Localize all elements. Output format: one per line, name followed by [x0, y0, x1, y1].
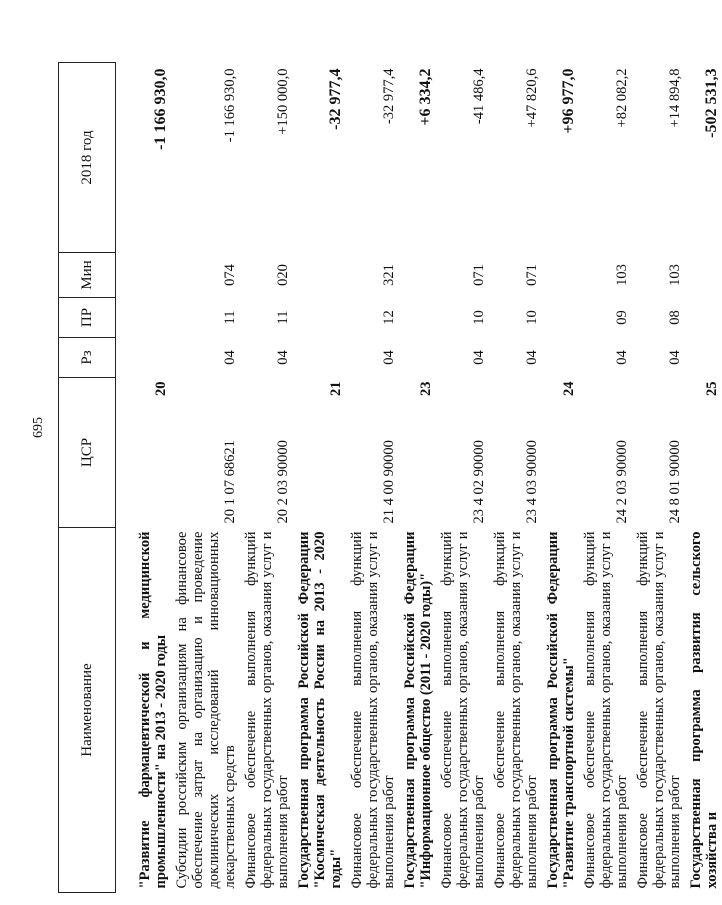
row-csr: 20 2 03 90000 [275, 440, 291, 524]
row-amount: -32 977,4 [327, 68, 344, 130]
program-row [542, 63, 579, 893]
row-min [685, 253, 722, 298]
row-amount: -41 486,4 [471, 68, 487, 125]
budget-table [58, 62, 722, 893]
row-pr: 11 [275, 310, 291, 325]
row-amount: +6 334,2 [417, 68, 434, 126]
table-row [489, 63, 542, 893]
row-min: 071 [471, 264, 487, 286]
row-amount: +96 977,0 [560, 68, 577, 134]
row-amount: +14 894,8 [667, 68, 683, 128]
row-pr: 08 [667, 310, 683, 325]
row-min: 321 [381, 264, 397, 286]
row-name: Государственная программа развития сельского хозяйства и [688, 531, 720, 889]
row-name: Субсидии российским организациям на финансовое обеспечение затрат на организацию и проведение доклинических исследований инновационных лекарственных средств [174, 531, 238, 889]
header-pr: ПР [59, 298, 116, 338]
table-row [171, 63, 240, 893]
row-name: Финансовое обеспечение выполнения функций федеральных государственных органов, оказания услуг и выполнения работ [243, 531, 291, 889]
row-pr: 12 [381, 310, 397, 325]
row-min [116, 253, 172, 298]
row-csr: 21 4 00 90000 [381, 440, 397, 524]
row-min: 074 [222, 264, 238, 286]
row-csr: 24 8 01 90000 [667, 440, 683, 524]
row-rz: 04 [275, 350, 291, 365]
row-amount: -1 166 930,0 [222, 68, 238, 143]
row-min: 071 [524, 264, 540, 286]
header-min: Мин [59, 253, 116, 298]
table-body [116, 63, 722, 893]
row-rz: 04 [222, 350, 238, 365]
row-pr [116, 298, 172, 338]
header-name: Наименование [59, 528, 116, 893]
row-amount: +82 082,2 [614, 68, 630, 128]
row-csr: 23 4 02 90000 [471, 440, 487, 524]
row-csr: 23 4 03 90000 [524, 440, 540, 524]
table-row [240, 63, 293, 893]
row-pr: 10 [524, 310, 540, 325]
row-rz: 04 [524, 350, 540, 365]
row-name: Государственная программа Российской Федерации "Развитие транспортной системы" [545, 531, 577, 889]
header-year: 2018 год [59, 63, 116, 253]
row-rz [399, 338, 436, 378]
program-row [685, 63, 722, 893]
row-csr: 24 2 03 90000 [614, 440, 630, 524]
row-csr: 25 [704, 381, 720, 396]
row-rz [116, 338, 172, 378]
row-pr: 11 [222, 310, 238, 325]
header-csr: ЦСР [59, 378, 116, 528]
row-pr: 09 [614, 310, 630, 325]
row-name: Финансовое обеспечение выполнения функций федеральных государственных органов, оказания услуг и выполнения работ [582, 531, 630, 889]
row-name: Государственная программа Российской Федерации "Информационное общество (2011 - 2020 годы)" [402, 531, 434, 889]
row-name: "Развитие фармацевтической и медицинской промышленности" на 2013 - 2020 годы [137, 531, 169, 889]
budget-table-rotated [58, 63, 720, 893]
row-rz: 04 [381, 350, 397, 365]
row-pr [293, 298, 346, 338]
row-rz: 04 [614, 350, 630, 365]
row-name: Финансовое обеспечение выполнения функций федеральных государственных органов, оказания услуг и выполнения работ [635, 531, 683, 889]
program-row [399, 63, 436, 893]
row-csr: 23 [418, 381, 434, 396]
row-pr: 10 [471, 310, 487, 325]
row-amount: +150 000,0 [275, 68, 291, 135]
row-pr [542, 298, 579, 338]
row-min [542, 253, 579, 298]
row-min [293, 253, 346, 298]
row-name: Финансовое обеспечение выполнения функций федеральных государственных органов, оказания услуг и выполнения работ [349, 531, 397, 889]
row-min [399, 253, 436, 298]
row-min: 103 [614, 264, 630, 286]
row-csr: 21 [328, 381, 344, 396]
row-min: 020 [275, 264, 291, 286]
header-rz: Рз [59, 338, 116, 378]
row-rz [685, 338, 722, 378]
row-pr [399, 298, 436, 338]
row-rz: 04 [667, 350, 683, 365]
program-row [116, 63, 172, 893]
row-amount: -502 531,3 [703, 68, 720, 138]
row-rz [293, 338, 346, 378]
table-header-row [59, 63, 116, 893]
row-csr: 24 [561, 381, 577, 396]
table-row [579, 63, 632, 893]
row-pr [685, 298, 722, 338]
page-number: 695 [31, 417, 46, 438]
table-row [346, 63, 399, 893]
row-csr: 20 1 07 68621 [222, 440, 238, 524]
row-min: 103 [667, 264, 683, 286]
row-name: Государственная программа Российской Федерации "Космическая деятельность России на 2013 - 2020 годы" [296, 531, 344, 889]
row-name: Финансовое обеспечение выполнения функций федеральных государственных органов, оказания услуг и выполнения работ [439, 531, 487, 889]
row-rz: 04 [471, 350, 487, 365]
row-csr: 20 [153, 381, 169, 396]
row-name: Финансовое обеспечение выполнения функций федеральных государственных органов, оказания услуг и выполнения работ [492, 531, 540, 889]
row-amount: -32 977,4 [381, 68, 397, 125]
program-row [293, 63, 346, 893]
table-row [632, 63, 685, 893]
table-row [436, 63, 489, 893]
row-rz [542, 338, 579, 378]
row-amount: +47 820,6 [524, 68, 540, 128]
row-amount: -1 166 930,0 [152, 68, 169, 150]
